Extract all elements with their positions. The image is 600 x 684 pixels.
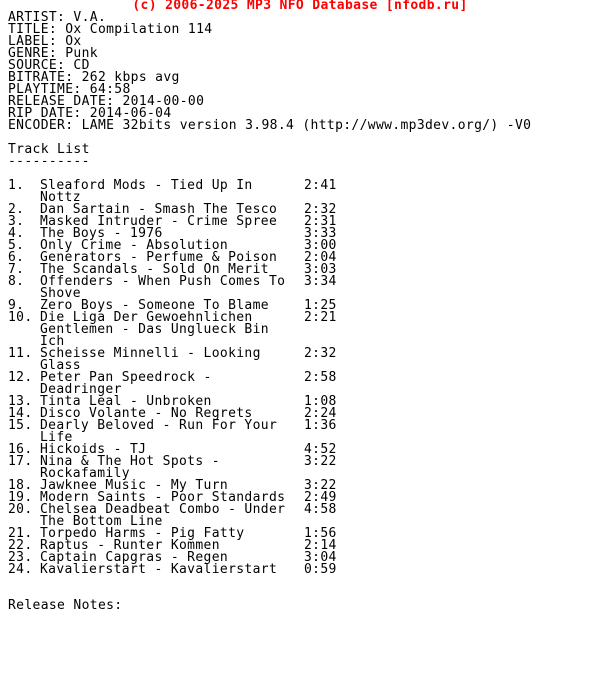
info-line: RELEASE DATE: 2014-00-00	[8, 94, 205, 109]
track-duration: 0:59	[304, 562, 337, 577]
track-title: Offenders - When Push Comes To	[40, 274, 286, 289]
track-title: Sleaford Mods - Tied Up In	[40, 178, 253, 193]
track-title: Captain Capgras - Regen	[40, 550, 229, 565]
track-title: Raptus - Runter Kommen	[40, 538, 220, 553]
track-number: 8.	[8, 274, 25, 289]
site-banner: (c) 2006-2025 MP3 NFO Database [nfodb.ru]	[132, 0, 468, 13]
track-duration: 2:32	[304, 202, 337, 217]
track-duration: 3:33	[304, 226, 337, 241]
track-title: Jawknee Music - My Turn	[40, 478, 229, 493]
track-title: Generators - Perfume & Poison	[40, 250, 278, 265]
track-duration: 2:04	[304, 250, 337, 265]
info-line: PLAYTIME: 64:58	[8, 82, 131, 97]
track-number: 12.	[8, 370, 33, 385]
track-title: Gentlemen - Das Unglueck Bin	[40, 322, 269, 337]
track-title: Dearly Beloved - Run For Your	[40, 418, 278, 433]
track-number: 23.	[8, 550, 33, 565]
track-title: Rockafamily	[40, 466, 130, 481]
track-number: 4.	[8, 226, 25, 241]
track-number: 24.	[8, 562, 33, 577]
track-list-heading: Track List	[8, 142, 90, 157]
info-line: RIP DATE: 2014-06-04	[8, 106, 172, 121]
track-duration: 4:58	[304, 502, 337, 517]
track-title: The Boys - 1976	[40, 226, 163, 241]
track-number: 3.	[8, 214, 25, 229]
track-duration: 3:03	[304, 262, 337, 277]
track-title: Modern Saints - Poor Standards	[40, 490, 286, 505]
track-number: 14.	[8, 406, 33, 421]
track-number: 11.	[8, 346, 33, 361]
info-line: TITLE: Ox Compilation 114	[8, 22, 213, 37]
info-line: BITRATE: 262 kbps avg	[8, 70, 180, 85]
track-duration: 2:41	[304, 178, 337, 193]
track-title: Only Crime - Absolution	[40, 238, 229, 253]
track-row	[8, 564, 348, 576]
track-number: 1.	[8, 178, 25, 193]
track-number: 5.	[8, 238, 25, 253]
track-duration: 1:36	[304, 418, 337, 433]
track-title: Zero Boys - Someone To Blame	[40, 298, 269, 313]
track-duration: 1:08	[304, 394, 337, 409]
track-title: Kavalierstart - Kavalierstart	[40, 562, 278, 577]
info-line: ARTIST: V.A.	[8, 10, 107, 25]
track-title: Scheisse Minnelli - Looking	[40, 346, 261, 361]
track-number: 13.	[8, 394, 33, 409]
track-title: Torpedo Harms - Pig Fatty	[40, 526, 245, 541]
track-title: Die Liga Der Gewoehnlichen	[40, 310, 253, 325]
info-line: SOURCE: CD	[8, 58, 90, 73]
track-number: 2.	[8, 202, 25, 217]
track-title: Masked Intruder - Crime Spree	[40, 214, 278, 229]
track-duration: 2:32	[304, 346, 337, 361]
track-duration: 1:25	[304, 298, 337, 313]
track-number: 19.	[8, 490, 33, 505]
track-title: Life	[40, 430, 73, 445]
track-duration: 2:21	[304, 310, 337, 325]
track-title: The Scandals - Sold On Merit	[40, 262, 269, 277]
release-notes-heading: Release Notes:	[8, 598, 123, 613]
track-title: Disco Volante - No Regrets	[40, 406, 253, 421]
track-duration: 3:00	[304, 238, 337, 253]
track-title: Deadringer	[40, 382, 122, 397]
track-duration: 4:52	[304, 442, 337, 457]
track-title: Chelsea Deadbeat Combo - Under	[40, 502, 286, 517]
track-duration: 2:49	[304, 490, 337, 505]
track-duration: 3:22	[304, 454, 337, 469]
track-list-underline: ----------	[8, 154, 90, 169]
track-duration: 1:56	[304, 526, 337, 541]
track-duration: 2:31	[304, 214, 337, 229]
info-line: GENRE: Punk	[8, 46, 98, 61]
track-duration: 3:04	[304, 550, 337, 565]
track-title: Ich	[40, 334, 65, 349]
track-number: 15.	[8, 418, 33, 433]
track-number: 7.	[8, 262, 25, 277]
track-title: Nina & The Hot Spots -	[40, 454, 220, 469]
track-title: Hickoids - TJ	[40, 442, 147, 457]
info-line: ENCODER: LAME 32bits version 3.98.4 (http://www.mp3dev.org/) -V0	[8, 118, 532, 133]
track-title: Peter Pan Speedrock -	[40, 370, 212, 385]
track-title: Dan Sartain - Smash The Tesco	[40, 202, 278, 217]
track-duration: 3:34	[304, 274, 337, 289]
track-title: Nottz	[40, 190, 81, 205]
track-title: Shove	[40, 286, 81, 301]
track-number: 10.	[8, 310, 33, 325]
track-number: 6.	[8, 250, 25, 265]
track-duration: 2:58	[304, 370, 337, 385]
track-duration: 2:14	[304, 538, 337, 553]
track-number: 21.	[8, 526, 33, 541]
track-title: The Bottom Line	[40, 514, 163, 529]
track-number: 16.	[8, 442, 33, 457]
track-number: 22.	[8, 538, 33, 553]
info-line: LABEL: Ox	[8, 34, 82, 49]
track-duration: 2:24	[304, 406, 337, 421]
track-number: 18.	[8, 478, 33, 493]
track-duration: 3:22	[304, 478, 337, 493]
track-title: Tinta Leal - Unbroken	[40, 394, 212, 409]
track-number: 17.	[8, 454, 33, 469]
track-title: Glass	[40, 358, 81, 373]
track-number: 9.	[8, 298, 25, 313]
track-number: 20.	[8, 502, 33, 517]
